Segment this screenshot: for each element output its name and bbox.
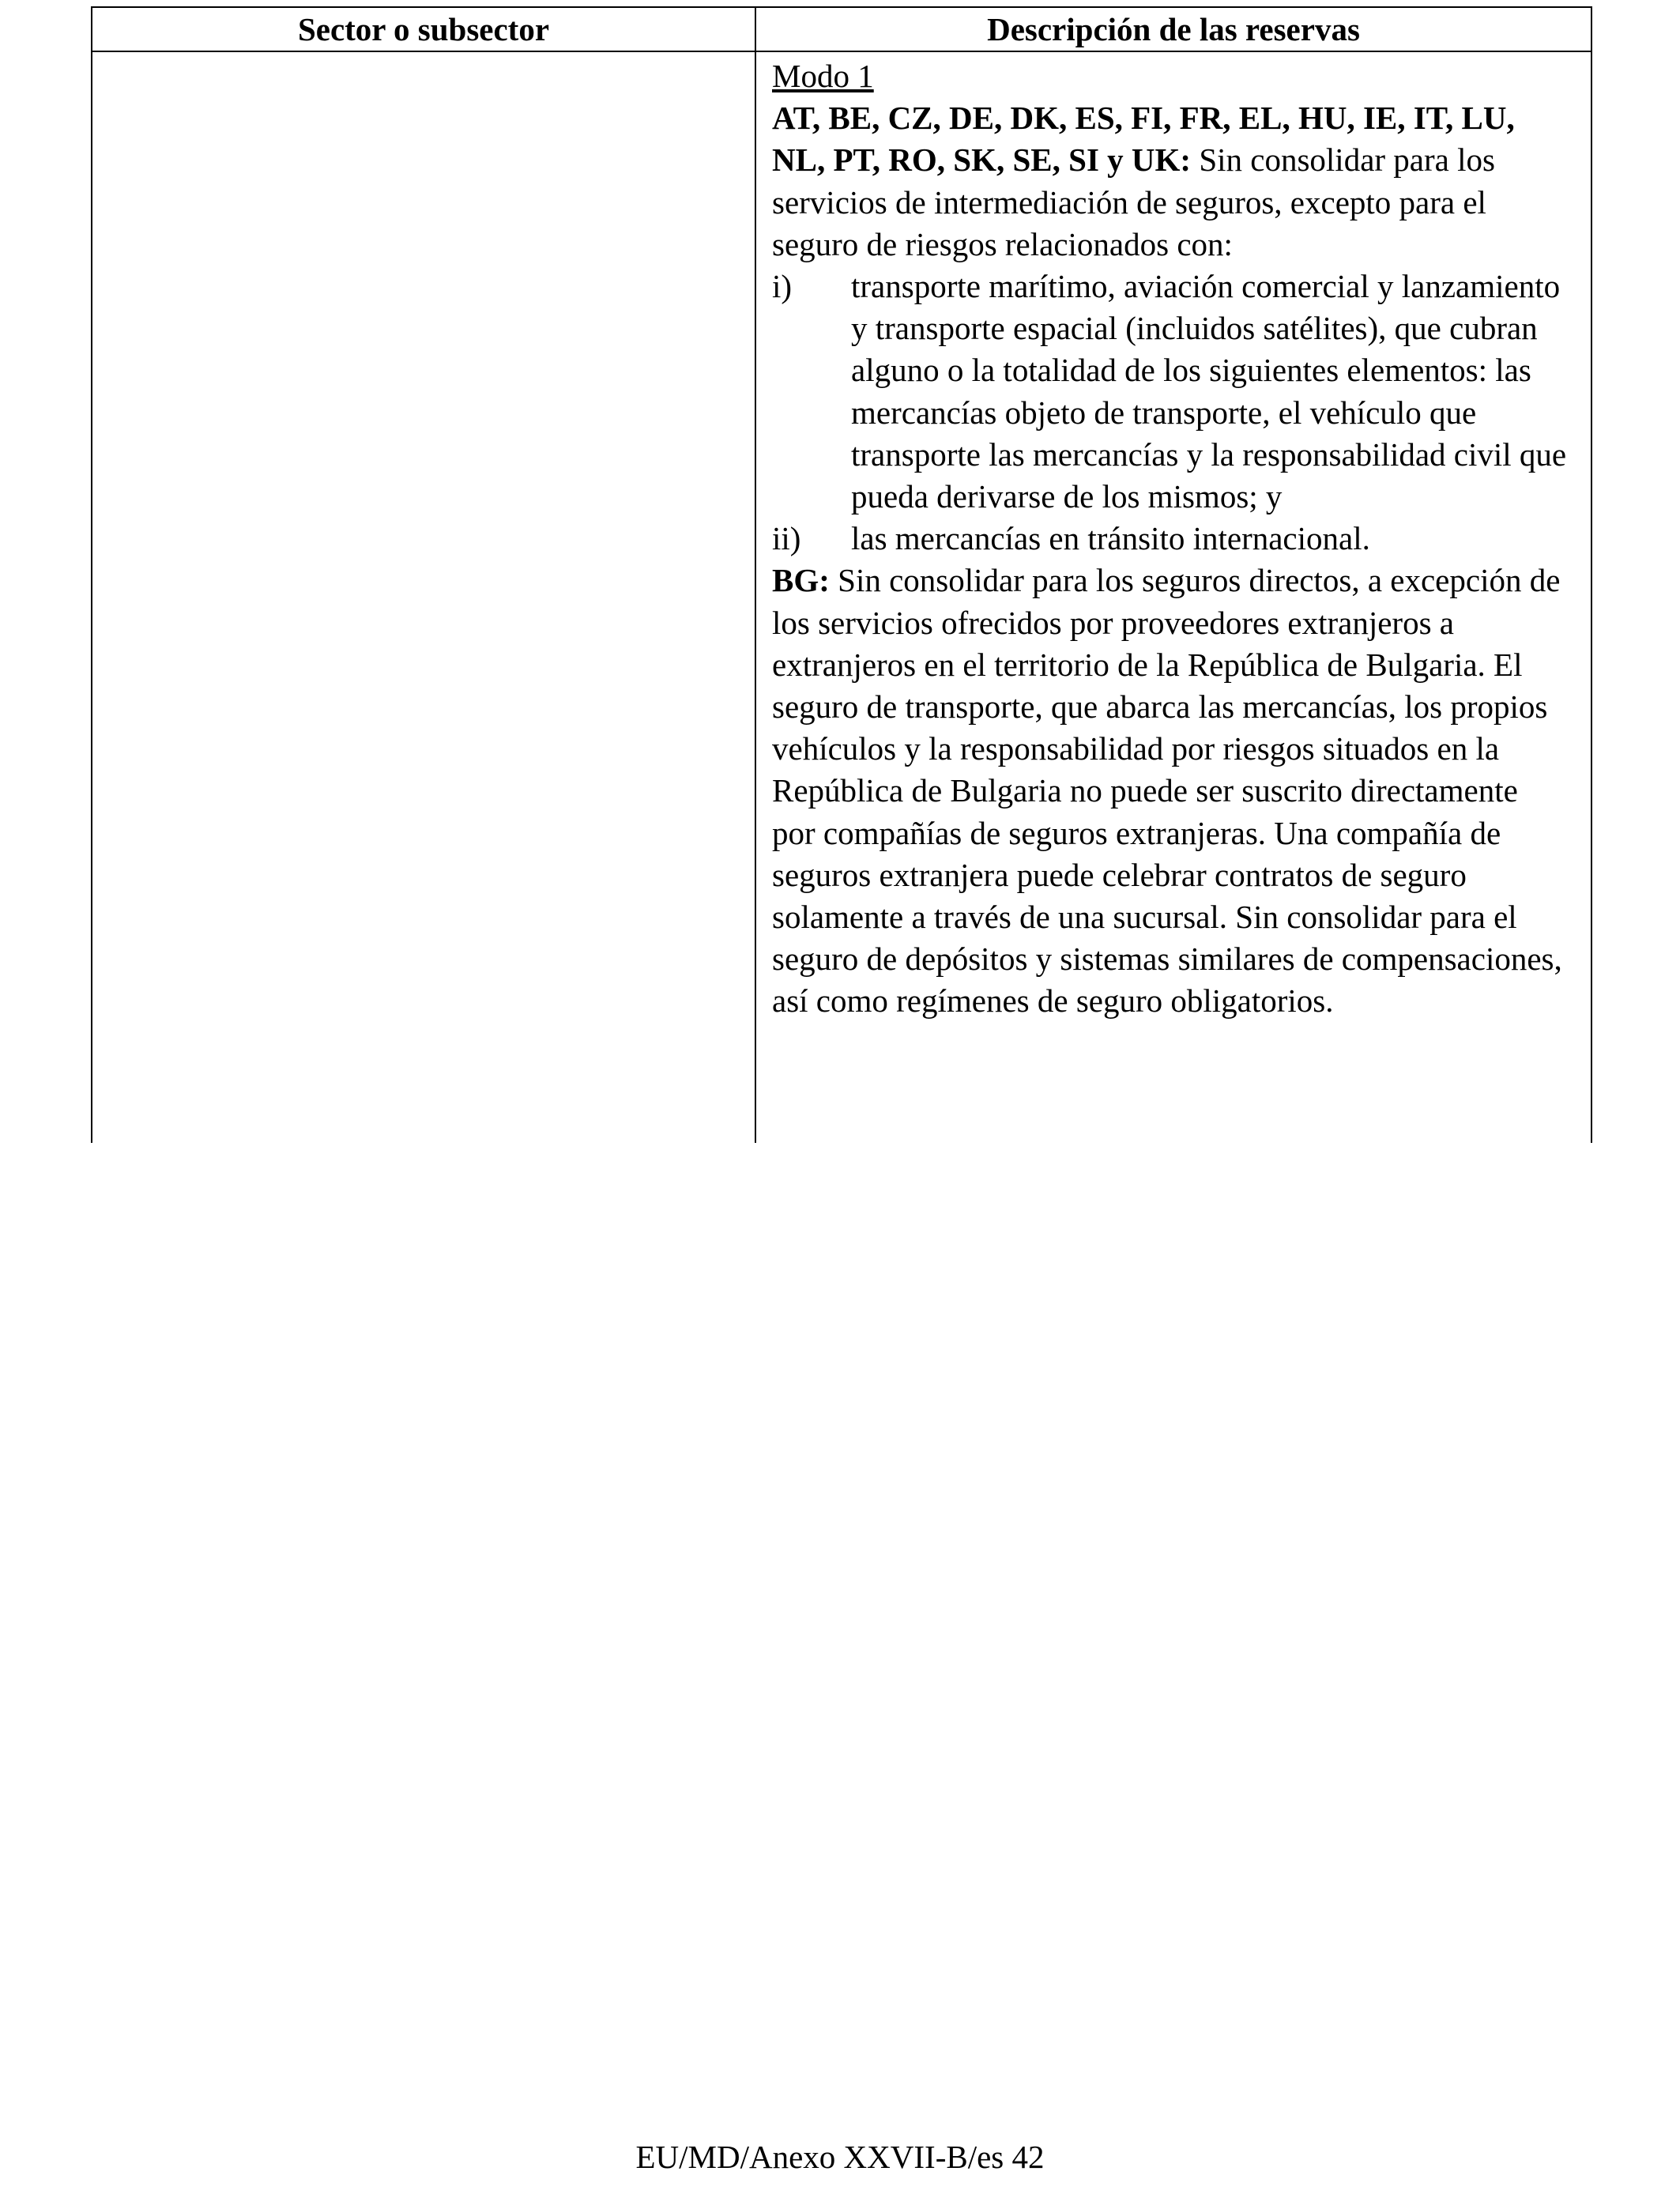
page-footer-reference: EU/MD/Anexo XXVII-B/es 42	[635, 2139, 1045, 2175]
list-item	[772, 266, 1567, 518]
header-sector: Sector o subsector	[92, 7, 755, 51]
table-header-row	[92, 7, 1591, 51]
country-codes-1: AT, BE, CZ, DE, DK, ES, FI, FR, EL, HU, IE, IT, LU, NL, PT, RO, SK, SE, SI y UK:	[772, 100, 1515, 179]
reservation-paragraph-2	[772, 560, 1567, 1022]
list-item	[772, 518, 1567, 560]
list-item-text: transporte marítimo, aviación comercial y lanzamiento y transporte espacial (incluidos satélites), que cubran alguno o la totalidad de los siguientes elementos: las mercancías objeto de transporte, el vehículo que transporte las mercancías y la responsabilidad civil que pueda derivarse de los mismos; y	[851, 268, 1567, 515]
description-cell	[755, 51, 1591, 1143]
header-description: Descripción de las reservas	[755, 7, 1591, 51]
reservation-paragraph-1	[772, 97, 1567, 266]
mode-label: Modo 1	[772, 58, 874, 94]
list-item-text: las mercancías en tránsito internacional.	[851, 520, 1370, 557]
country-codes-2: BG:	[772, 562, 830, 599]
sector-cell	[92, 51, 755, 1143]
list-marker: i)	[772, 268, 793, 305]
table-row	[92, 51, 1591, 1143]
reservations-table	[91, 6, 1592, 1143]
list-marker: ii)	[772, 520, 801, 557]
reservation-text-1: Sin consolidar para los servicios de intermediación de seguros, excepto para el seguro de riesgos relacionados con:	[772, 141, 1495, 262]
reservation-text-2: Sin consolidar para los seguros directos, a excepción de los servicios ofrecidos por proveedores extranjeros a extranjeros en el territorio de la República de Bulgaria. El seguro de transporte, que abarca las mercancías, los propios vehículos y la responsabilidad por riesgos situados en la República de Bulgaria no puede ser suscrito directamente por compañías de seguros extranjeras. Una compañía de seguros extranjera puede celebrar contratos de seguro solamente a través de una sucursal. Sin consolidar para el seguro de depósitos y sistemas similares de compensaciones, así como regímenes de seguro obligatorios.	[772, 562, 1562, 1020]
